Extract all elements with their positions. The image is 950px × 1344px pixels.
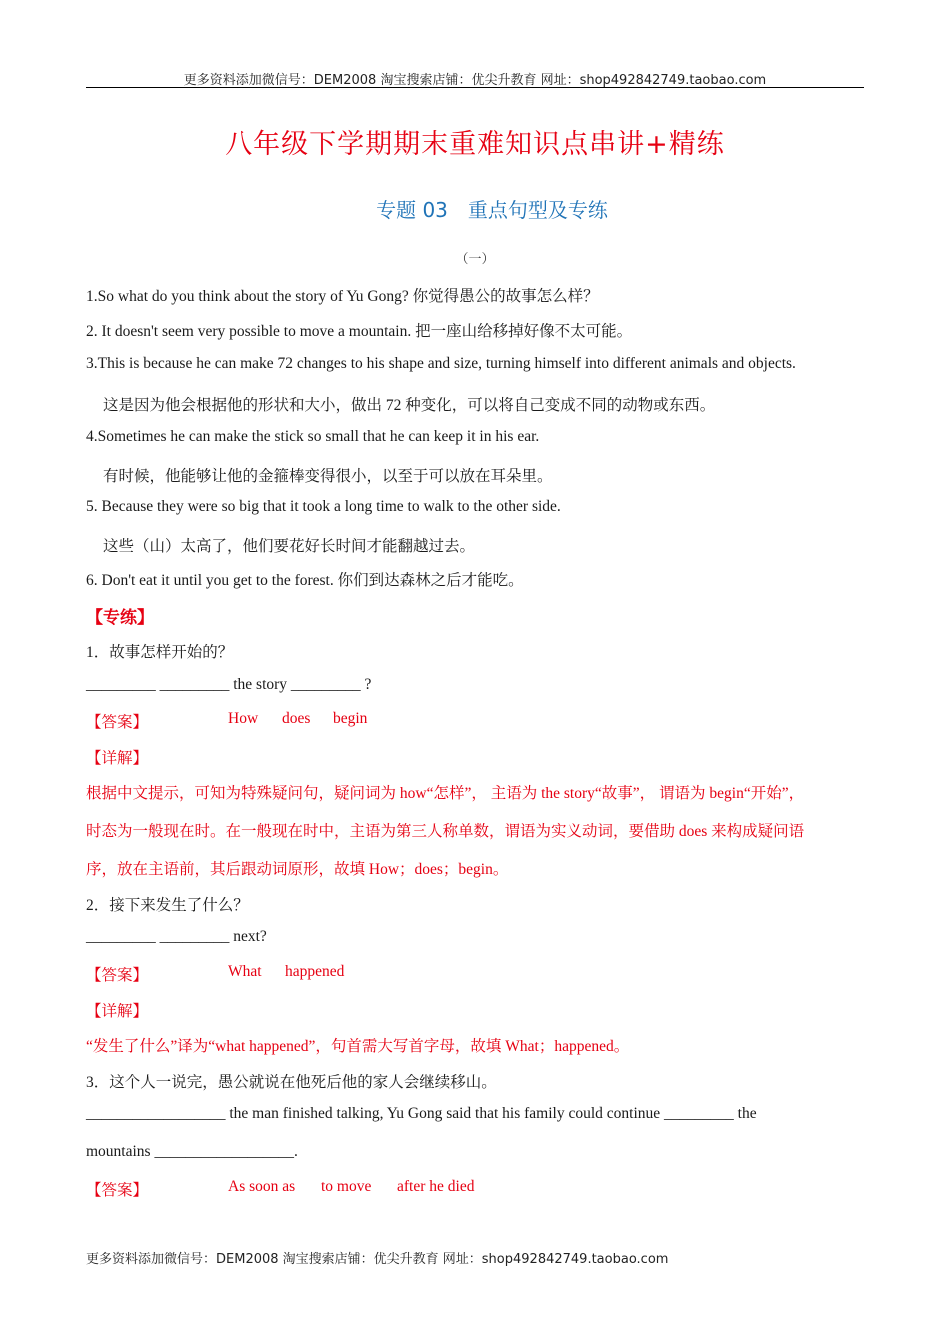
answer-value: after he died [397, 1178, 475, 1195]
question-1-prompt: 1．故事怎样开始的？ [86, 644, 234, 661]
question-1-detail-line: 根据中文提示，可知为特殊疑问句，疑问词为 how“怎样”， 主语为 the story“故事”， 谓语为 begin“开始”， [86, 785, 805, 802]
question-1-detail-line: 时态为一般现在时。在一般现在时中，主语为第三人称单数，谓语为实义动词，要借助 does 来构成疑问语 [86, 823, 805, 840]
question-1-detail-label: 【详解】 [86, 750, 149, 767]
sentence-3-translation: 这是因为他会根据他的形状和大小，做出 72 种变化，可以将自己变成不同的动物或东西。 [103, 397, 716, 414]
sentence-4: 4.Sometimes he can make the stick so small that he can keep it in his ear. [86, 428, 540, 445]
answer-value: does [282, 710, 311, 727]
answer-value: to move [321, 1178, 372, 1195]
answer-value: What [228, 963, 262, 980]
page-header: 更多资料添加微信号：DEM2008 淘宝搜索店铺：优尖升教育 网址：shop492842749.taobao.com [183, 73, 767, 88]
answer-value: happened [285, 963, 345, 980]
answer-value: As soon as [228, 1178, 296, 1195]
question-3-answer [86, 1178, 586, 1200]
sentence-6: 6. Don't eat it until you get to the forest. 你们到达森林之后才能吃。 [86, 572, 524, 589]
sentence-5: 5. Because they were so big that it took a long time to walk to the other side. [86, 498, 561, 515]
section-marker: （一） [455, 251, 495, 266]
answer-label: 【答案】 [86, 1182, 149, 1199]
sentence-2: 2. It doesn't seem very possible to move a mountain. 把一座山给移掉好像不太可能。 [86, 323, 633, 340]
sentence-1: 1.So what do you think about the story of Yu Gong? 你觉得愚公的故事怎么样？ [86, 288, 599, 305]
question-3-blanks-line-2: mountains __________________. [86, 1143, 298, 1160]
page-footer: 更多资料添加微信号：DEM2008 淘宝搜索店铺：优尖升教育 网址：shop492842749.taobao.com [86, 1252, 669, 1267]
document-subtitle: 专题 03 重点句型及专练 [376, 198, 608, 222]
sentence-3: 3.This is because he can make 72 changes to his shape and size, turning himself into different animals and objects. [86, 355, 796, 372]
question-1-detail-line: 序，放在主语前，其后跟动词原形，故填 How；does；begin。 [86, 861, 509, 878]
practice-heading: 【专练】 [86, 608, 154, 627]
answer-value: begin [333, 710, 368, 727]
question-3-prompt: 3．这个人一说完，愚公就说在他死后他的家人会继续移山。 [86, 1074, 497, 1091]
answer-value: How [228, 710, 259, 727]
question-2-detail-line: “发生了什么”译为“what happened”，句首需大写首字母，故填 What；happened。 [86, 1038, 630, 1055]
header-divider [86, 87, 864, 88]
question-1-answer [86, 710, 486, 732]
sentence-4-translation: 有时候，他能够让他的金箍棒变得很小，以至于可以放在耳朵里。 [103, 468, 553, 485]
document-title: 八年级下学期期末重难知识点串讲+精练 [225, 129, 725, 160]
answer-label: 【答案】 [86, 714, 149, 731]
question-1-blanks: _________ _________ the story _________ ? [86, 676, 372, 693]
question-2-prompt: 2．接下来发生了什么？ [86, 897, 249, 914]
question-2-detail-label: 【详解】 [86, 1003, 149, 1020]
question-2-blanks: _________ _________ next? [86, 928, 267, 945]
question-2-answer [86, 963, 486, 985]
sentence-5-translation: 这些（山）太高了，他们要花好长时间才能翻越过去。 [103, 538, 476, 555]
answer-label: 【答案】 [86, 967, 149, 984]
question-3-blanks-line-1: __________________ the man finished talking, Yu Gong said that his family could continue _________ the [86, 1105, 757, 1122]
